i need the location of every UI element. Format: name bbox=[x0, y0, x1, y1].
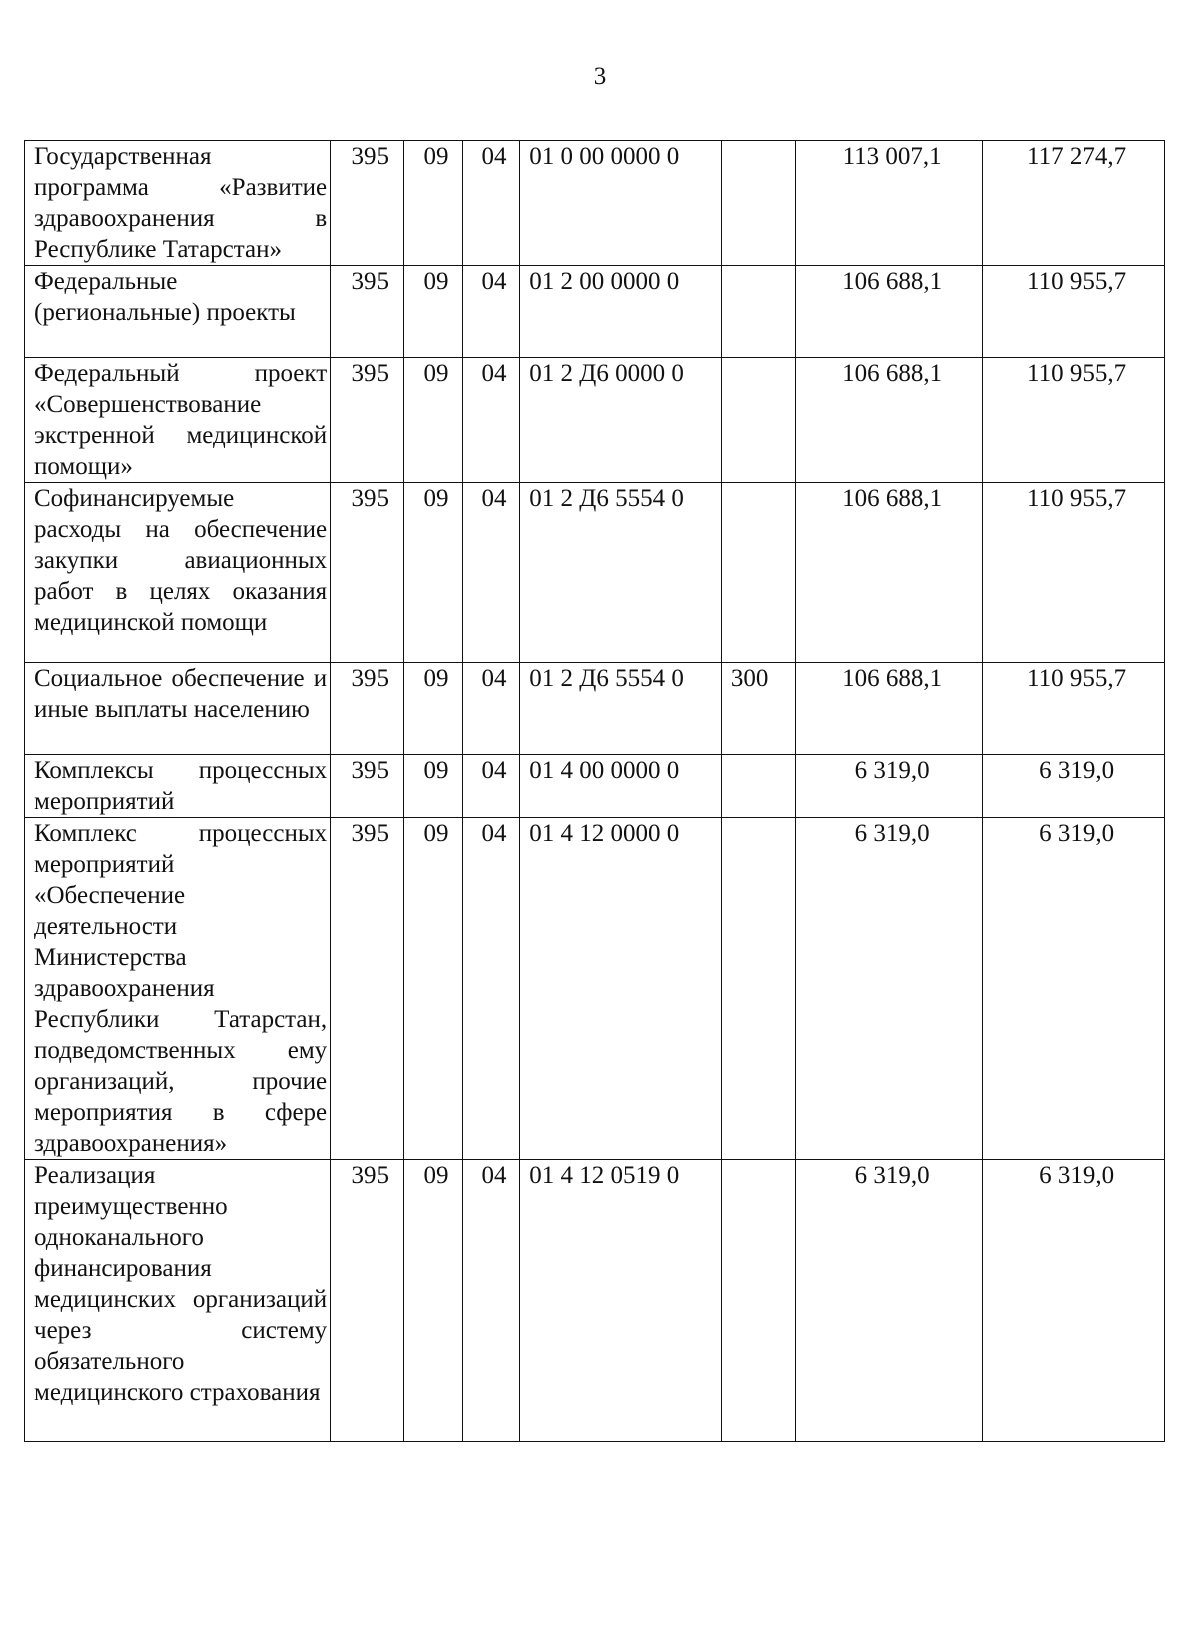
row-csr: 01 2 00 0000 0 bbox=[520, 266, 722, 358]
row-sum-2: 6 319,0 bbox=[983, 818, 1165, 1160]
row-sum-1: 113 007,1 bbox=[796, 141, 983, 266]
row-name: Федеральные (региональные) проекты bbox=[25, 266, 331, 358]
row-sum-1: 106 688,1 bbox=[796, 483, 983, 663]
table-row bbox=[25, 141, 1165, 266]
row-sum-2: 117 274,7 bbox=[983, 141, 1165, 266]
page-number: 3 bbox=[593, 63, 607, 90]
row-pr: 04 bbox=[462, 663, 519, 755]
row-sum-2: 6 319,0 bbox=[983, 755, 1165, 818]
table-row bbox=[25, 266, 1165, 358]
row-csr: 01 4 00 0000 0 bbox=[520, 755, 722, 818]
row-pr: 04 bbox=[462, 1160, 519, 1442]
row-vr: 300 bbox=[721, 663, 795, 755]
row-rz: 09 bbox=[404, 755, 463, 818]
row-rz: 09 bbox=[404, 663, 463, 755]
row-pr: 04 bbox=[462, 266, 519, 358]
row-name: Комплексы процессных мероприятий bbox=[25, 755, 331, 818]
row-vr bbox=[721, 1160, 795, 1442]
table-row bbox=[25, 358, 1165, 483]
row-vr bbox=[721, 358, 795, 483]
row-vr bbox=[721, 141, 795, 266]
row-ved: 395 bbox=[331, 1160, 404, 1442]
row-sum-1: 106 688,1 bbox=[796, 663, 983, 755]
row-name: Государственная программа «Развитие здравоохранения в Республике Татарстан» bbox=[25, 141, 331, 266]
row-pr: 04 bbox=[462, 818, 519, 1160]
row-csr: 01 2 Д6 5554 0 bbox=[520, 483, 722, 663]
row-name: Социальное обеспечение и иные выплаты населению bbox=[25, 663, 331, 755]
row-pr: 04 bbox=[462, 755, 519, 818]
row-name: Комплекс процессных мероприятий «Обеспечение деятельности Министерства здравоохранения Республики Татарстан, подведомственных ему организаций, прочие мероприятия в сфере здравоохранения» bbox=[25, 818, 331, 1160]
budget-table bbox=[24, 140, 1165, 1442]
row-name: Реализация преимущественно одноканального финансирования медицинских организаций через систему обязательного медицинского страхования bbox=[25, 1160, 331, 1442]
row-ved: 395 bbox=[331, 755, 404, 818]
row-sum-2: 110 955,7 bbox=[983, 483, 1165, 663]
row-sum-1: 6 319,0 bbox=[796, 818, 983, 1160]
row-csr: 01 4 12 0519 0 bbox=[520, 1160, 722, 1442]
table-row bbox=[25, 1160, 1165, 1442]
row-pr: 04 bbox=[462, 141, 519, 266]
row-ved: 395 bbox=[331, 266, 404, 358]
row-rz: 09 bbox=[404, 1160, 463, 1442]
row-ved: 395 bbox=[331, 141, 404, 266]
row-csr: 01 4 12 0000 0 bbox=[520, 818, 722, 1160]
row-sum-2: 110 955,7 bbox=[983, 663, 1165, 755]
row-rz: 09 bbox=[404, 141, 463, 266]
table-row bbox=[25, 663, 1165, 755]
row-name: Софинансируемые расходы на обеспечение закупки авиационных работ в целях оказания медицинской помощи bbox=[25, 483, 331, 663]
row-ved: 395 bbox=[331, 663, 404, 755]
row-sum-2: 6 319,0 bbox=[983, 1160, 1165, 1442]
row-sum-2: 110 955,7 bbox=[983, 266, 1165, 358]
row-csr: 01 0 00 0000 0 bbox=[520, 141, 722, 266]
row-sum-1: 6 319,0 bbox=[796, 755, 983, 818]
row-vr bbox=[721, 483, 795, 663]
row-vr bbox=[721, 755, 795, 818]
table-row bbox=[25, 483, 1165, 663]
row-sum-1: 106 688,1 bbox=[796, 266, 983, 358]
row-vr bbox=[721, 818, 795, 1160]
row-ved: 395 bbox=[331, 358, 404, 483]
row-rz: 09 bbox=[404, 358, 463, 483]
row-ved: 395 bbox=[331, 483, 404, 663]
table-row bbox=[25, 755, 1165, 818]
row-pr: 04 bbox=[462, 483, 519, 663]
row-sum-1: 6 319,0 bbox=[796, 1160, 983, 1442]
row-sum-1: 106 688,1 bbox=[796, 358, 983, 483]
table-row bbox=[25, 818, 1165, 1160]
row-csr: 01 2 Д6 0000 0 bbox=[520, 358, 722, 483]
row-rz: 09 bbox=[404, 266, 463, 358]
row-name: Федеральный проект «Совершенствование экстренной медицинской помощи» bbox=[25, 358, 331, 483]
row-vr bbox=[721, 266, 795, 358]
row-pr: 04 bbox=[462, 358, 519, 483]
row-rz: 09 bbox=[404, 818, 463, 1160]
row-sum-2: 110 955,7 bbox=[983, 358, 1165, 483]
row-rz: 09 bbox=[404, 483, 463, 663]
row-csr: 01 2 Д6 5554 0 bbox=[520, 663, 722, 755]
row-ved: 395 bbox=[331, 818, 404, 1160]
